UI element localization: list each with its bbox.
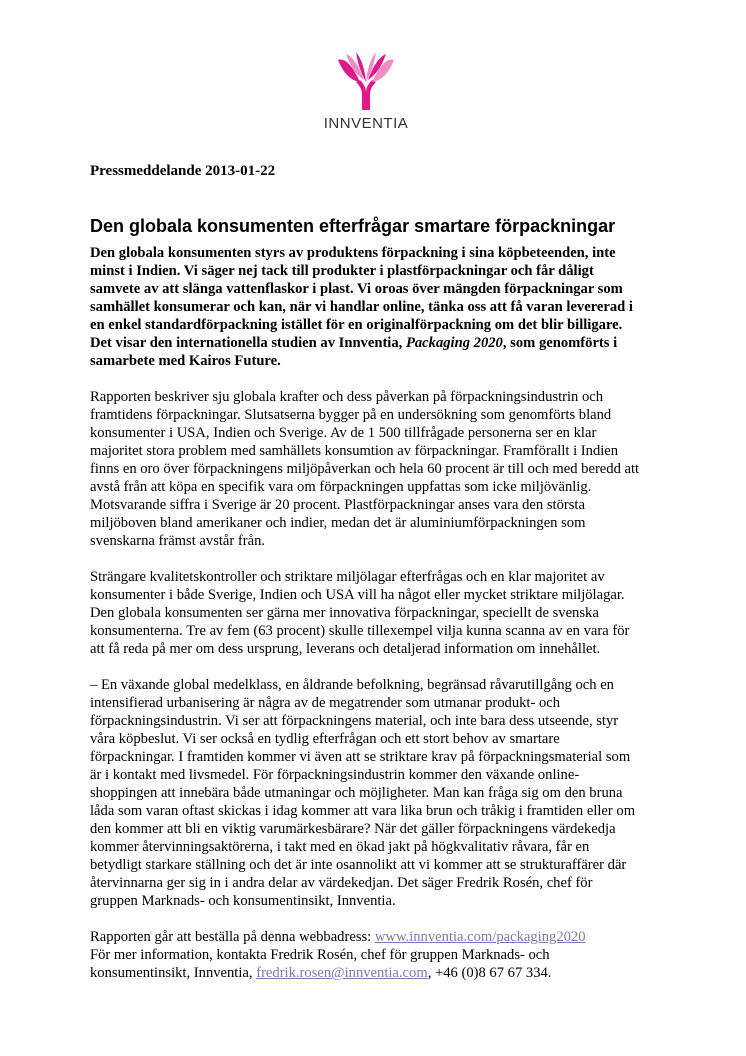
text-line: svenskarna främst avstår från.	[90, 533, 266, 549]
lead-line: minst i Indien. Vi säger nej tack till produkter i plastförpackningar och får dåligt	[90, 263, 594, 279]
text-line: Rapporten beskriver sju globala krafter och dess påverkan på förpackningsindustrin och	[90, 389, 604, 405]
text-line: låda som varan oftast skickas i idag kommer att vara lika brun och tråkig i framtiden eller om	[90, 803, 636, 819]
text-line: shoppingen att innebära både utmaningar och möjligheter. Man kan fråga sig om den bruna	[90, 785, 623, 801]
text-line: finns en oro över förpackningens miljöpåverkan och hela 60 procent är till och med beredd att	[90, 461, 640, 477]
text-line: gruppen Marknads- och konsumentinsikt, Innventia.	[90, 893, 396, 909]
lead-line: samarbete med Kairos Future.	[90, 353, 281, 369]
text-line: återvinnarna ger sig in i andra delar av värdekedjan. Det säger Fredrik Rosén, chef för	[90, 875, 593, 891]
dateline: Pressmeddelande 2013-01-22	[90, 163, 276, 179]
lead-line: en enkel standardförpackning istället för en originalförpackning om det blir billigare.	[90, 317, 623, 333]
text-line: – En växande global medelklass, en åldrande befolkning, begränsad råvarutillgång och en	[90, 677, 614, 693]
text-line: är i kontakt med livsmedel. För förpackningsindustrin kommer den växande online-	[90, 767, 580, 783]
text-line: våra köpbeslut. Vi ser också en tydlig efterfrågan och ett stort behov av smartare	[90, 731, 560, 747]
contact-paragraph	[90, 928, 660, 982]
order-line	[90, 928, 660, 946]
article-body	[90, 244, 660, 1000]
paragraph-3-quote	[90, 676, 660, 910]
info-line	[90, 964, 660, 982]
lead-line-text: , som genomförts i	[502, 335, 618, 351]
tree-logo-icon	[334, 52, 398, 112]
text-line: kommer återvinningsaktörerna, i takt med en ökad jakt på högkvalitativ råvara, får en	[90, 839, 590, 855]
headline: Den globala konsumenten efterfrågar smartare förpackningar	[90, 216, 616, 236]
text-line: avstå från att köpa en specifik vara om förpackningen uppfattas som icke miljövänlig.	[90, 479, 592, 495]
text-line: den kommer att bli en viktig varumärkesbärare? När det gäller förpackningens värdekedja	[90, 821, 616, 837]
text-line: majoritet stora problem med samhällets konsumtion av förpackningar. Framförallt i Indien	[90, 443, 619, 459]
lead-line: samhället konsumerar och kan, när vi handlar online, tänka oss att få varan levererad i	[90, 299, 633, 315]
report-title: Packaging 2020	[405, 335, 503, 351]
lead-paragraph	[90, 244, 660, 370]
info-line: För mer information, kontakta Fredrik Rosén, chef för gruppen Marknads- och	[90, 947, 550, 963]
text-line: konsumenterna. Tre av fem (63 procent) skulle tillexempel vilja kunna scanna av en vara för	[90, 623, 630, 639]
text-line: miljöboven bland amerikaner och indier, medan det är aluminiumförpackningen som	[90, 515, 586, 531]
text-line: Strängare kvalitetskontroller och striktare miljölagar efterfrågas och en klar majoritet av	[90, 569, 605, 585]
logo-wordmark: INNVENTIA	[323, 115, 409, 132]
text-line: betydligt starkare ställning och det är inte osannolikt att vi kommer att se strukturaffärer där	[90, 857, 627, 873]
order-text: Rapporten går att beställa på denna webbadress:	[90, 929, 375, 945]
text-line: konsumenter i både Sverige, Indien och USA vill ha något eller mycket striktare miljölagar.	[90, 587, 625, 603]
text-line: konsumenter i USA, Indien och Sverige. Av de 1 500 tillfrågade personerna ser en klar	[90, 425, 597, 441]
paragraph-1	[90, 388, 660, 550]
lead-line-text: Det visar den internationella studien av Innventia,	[90, 335, 406, 351]
text-line: förpackningsindustrin. Vi ser att förpackningens material, och inte bara dess utseende, styr	[90, 713, 619, 729]
text-line: att få reda på mer om dess ursprung, leverans och detaljerad information om innehållet.	[90, 641, 601, 657]
lead-line: samvete av att slänga vattenflaskor i plast. Vi oroas över mängden förpackningar som	[90, 281, 623, 297]
paragraph-2	[90, 568, 660, 658]
text-line: Den globala konsumenten ser gärna mer innovativa förpackningar, speciellt de svenska	[90, 605, 599, 621]
email-link[interactable]: fredrik.rosen@innventia.com	[256, 965, 428, 981]
text-line: intensifierad urbanisering är några av de megatrender som utmanar produkt- och	[90, 695, 561, 711]
phone-text: , +46 (0)8 67 67 334.	[427, 965, 552, 981]
lead-line: Den globala konsumenten styrs av produktens förpackning i sina köpbeteenden, inte	[90, 245, 616, 261]
innventia-logo	[318, 52, 414, 134]
info-text: konsumentinsikt, Innventia,	[90, 965, 257, 981]
text-line: framtidens förpackningar. Slutsatserna bygger på en undersökning som genomförts bland	[90, 407, 612, 423]
report-link[interactable]: www.innventia.com/packaging2020	[374, 929, 586, 945]
lead-line	[90, 334, 660, 352]
text-line: Motsvarande siffra i Sverige är 20 procent. Plastförpackningar anses vara den största	[90, 497, 585, 513]
text-line: förpackningar. I framtiden kommer vi även att se striktare krav på förpackningsmaterial som	[90, 749, 631, 765]
